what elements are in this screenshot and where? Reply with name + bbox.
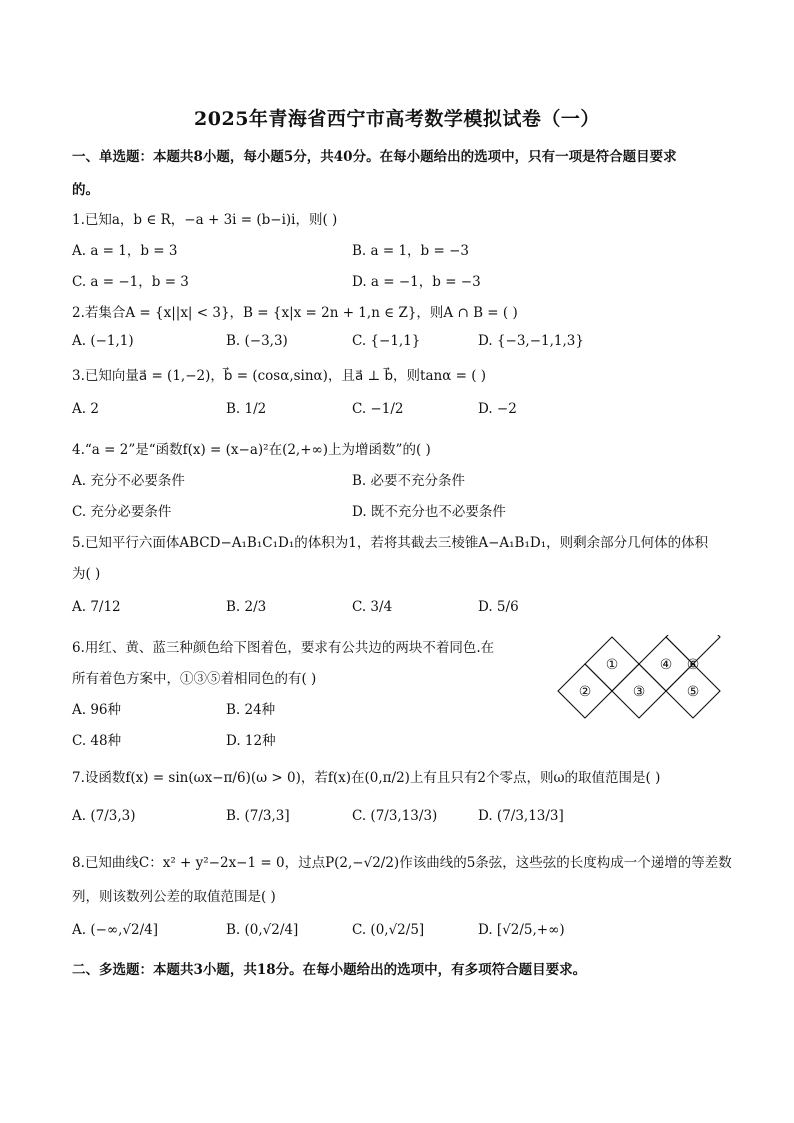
question-5-stem: 5.已知平行六面体ABCD−A₁B₁C₁D₁的体积为1，若将其截去三棱锥A−A₁B₁D₁，则剩余部分几何体的体积 [72,535,709,551]
question-3-stem: 3.已知向量a⃗ = (1,−2)，b⃗ = (cosα,sinα)，且a⃗ ⊥ b⃗，则tanα = ( ) [72,368,487,384]
question-3-option-b: B. 1/2 [226,401,267,417]
question-3-option-c: C. −1/2 [352,401,404,417]
section-2-header: 二、多选题：本题共3小题，共18分。在每小题给出的选项中，有多项符合题目要求。 [72,962,587,978]
question-5-option-b: B. 2/3 [226,599,267,615]
question-7-stem: 7.设函数f(x) = sin(ωx−π/6)(ω > 0)，若f(x)在(0,π/2)上有且只有2个零点，则ω的取值范围是( ) [72,770,661,786]
question-7-option-a: A. (7/3,3) [72,808,136,824]
question-4-option-a: A. 充分不必要条件 [72,473,185,489]
question-2-option-b: B. (−3,3) [226,333,288,349]
question-2-option-c: C. {−1,1} [352,333,421,349]
region-2-label: ② [578,684,592,700]
question-7-option-b: B. (7/3,3] [226,808,290,824]
question-3-option-a: A. 2 [72,401,99,417]
region-6-label: ⑥ [686,657,700,673]
question-1-stem: 1.已知a，b ∈ R，−a + 3i = (b−i)i，则( ) [72,212,338,228]
question-8-stem: 8.已知曲线C：x² + y²−2x−1 = 0，过点P(2,−√2/2)作该曲线的5条弦，这些弦的长度构成一个递增的等差数 [72,855,732,871]
question-7-option-d: D. (7/3,13/3] [478,808,564,824]
question-8-option-d: D. [√2/5,+∞) [478,922,565,938]
question-6-stem: 6.用红、黄、蓝三种颜色给下图着色，要求有公共边的两块不着同色.在 [72,640,495,656]
region-4-label: ④ [659,657,673,673]
question-5-stem-cont: 为( ) [72,566,101,582]
question-1-option-c: C. a = −1，b = 3 [72,274,189,290]
question-8-option-b: B. (0,√2/4] [226,922,299,938]
question-6-option-b: B. 24种 [226,702,276,718]
question-4-option-c: C. 充分必要条件 [72,504,172,520]
question-6-option-d: D. 12种 [226,733,276,749]
question-5-option-d: D. 5/6 [478,599,519,615]
section-1-header-cont: 的。 [72,182,99,198]
question-1-option-d: D. a = −1，b = −3 [352,274,481,290]
question-2-option-d: D. {−3,−1,1,3} [478,333,584,349]
question-1-option-a: A. a = 1，b = 3 [72,243,178,259]
section-1-header: 一、单选题：本题共8小题，每小题5分，共40分。在每小题给出的选项中，只有一项是符合题目要求 [72,149,677,165]
question-8-option-c: C. (0,√2/5] [352,922,425,938]
question-2-option-a: A. (−1,1) [72,333,134,349]
region-5-label: ⑤ [686,684,700,700]
question-8-stem-cont: 列，则该数列公差的取值范围是( ) [72,889,276,905]
question-5-option-c: C. 3/4 [352,599,393,615]
question-6-stem-cont: 所有着色方案中，①③⑤着相同色的有( ) [72,671,317,687]
coloring-diagram [530,635,730,723]
exam-title: 2025年青海省西宁市高考数学模拟试卷（一） [194,108,600,130]
question-4-stem: 4.“a = 2”是“函数f(x) = (x−a)²在(2,+∞)上为增函数”的( ) [72,442,431,458]
question-3-option-d: D. −2 [478,401,517,417]
question-2-stem: 2.若集合A = {x||x| < 3}，B = {x|x = 2n + 1,n ∈ Z}，则A ∩ B = ( ) [72,305,518,321]
question-6-option-a: A. 96种 [72,702,122,718]
question-6-option-c: C. 48种 [72,733,122,749]
question-4-option-b: B. 必要不充分条件 [352,473,466,489]
question-5-option-a: A. 7/12 [72,599,121,615]
region-1-label: ① [605,657,619,673]
question-8-option-a: A. (−∞,√2/4] [72,922,159,938]
question-4-option-d: D. 既不充分也不必要条件 [352,504,506,520]
region-3-label: ③ [632,684,646,700]
question-7-option-c: C. (7/3,13/3) [352,808,438,824]
question-1-option-b: B. a = 1，b = −3 [352,243,469,259]
